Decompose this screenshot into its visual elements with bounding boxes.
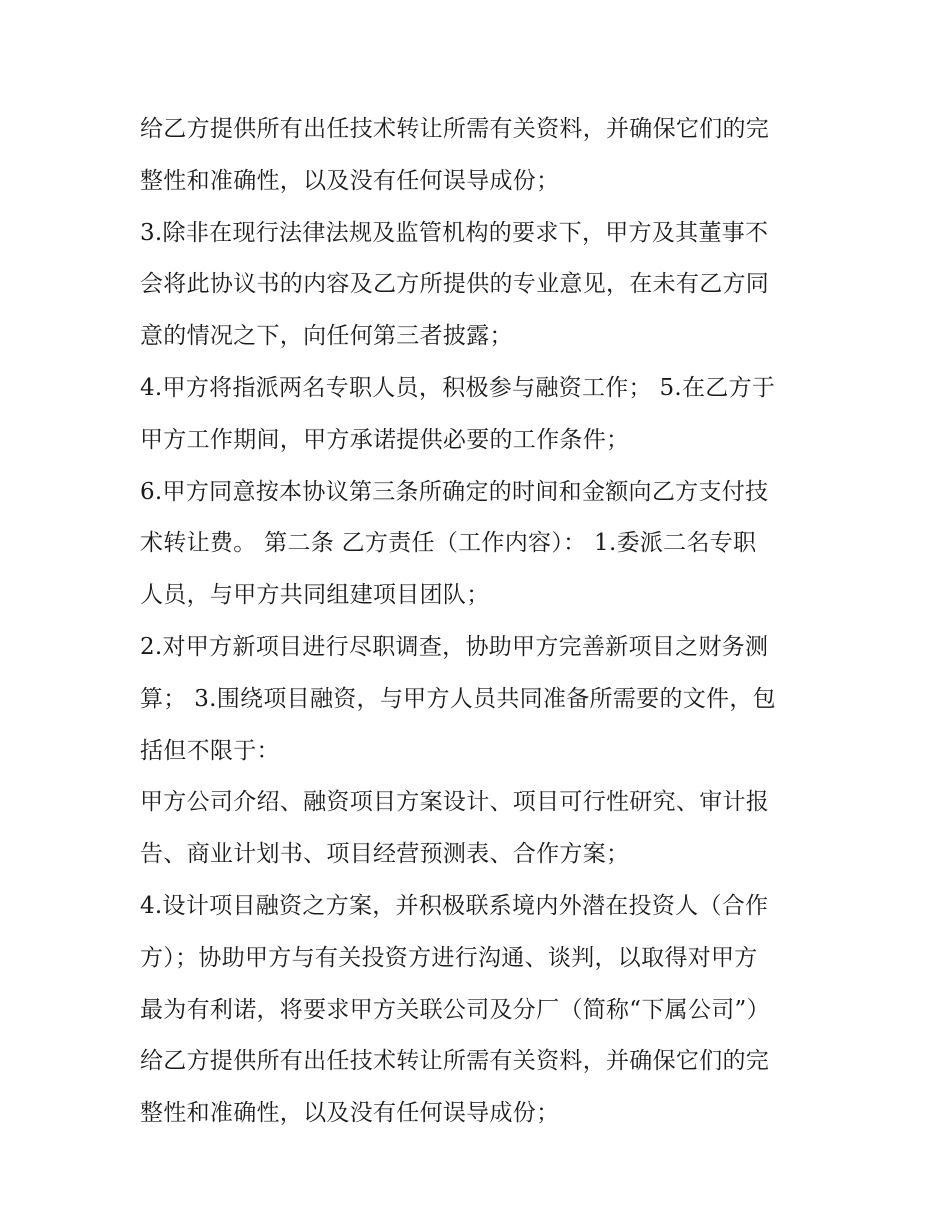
text-line: 意的情况之下，向任何第三者披露；	[140, 323, 513, 350]
text-line: 甲方公司介绍、融资项目方案设计、项目可行性研究、审计报	[140, 789, 770, 816]
document-body	[140, 104, 815, 1140]
text-line: 给乙方提供所有出任技术转让所需有关资料，并确保它们的完	[140, 1048, 770, 1075]
text-line: 4.设计项目融资之方案，并积极联系境内外潜在投资人（合作	[140, 892, 769, 919]
text-line: 4.甲方将指派两名专职人员，积极参与融资工作； 5.在乙方于	[140, 374, 776, 401]
text-line: 会将此协议书的内容及乙方所提供的专业意见，在未有乙方同	[140, 271, 770, 298]
text-line: 告、商业计划书、项目经营预测表、合作方案；	[140, 841, 630, 868]
text-line: 2.对甲方新项目进行尽职调查，协助甲方完善新项目之财务测	[140, 633, 769, 660]
text-line: 给乙方提供所有出任技术转让所需有关资料，并确保它们的完	[140, 116, 770, 142]
text-line: 整性和准确性，以及没有任何误导成份；	[140, 167, 560, 194]
text-line: 甲方工作期间，甲方承诺提供必要的工作条件；	[140, 426, 630, 453]
text-line: 3.除非在现行法律法规及监管机构的要求下，甲方及其董事不	[140, 219, 769, 246]
text-line: 术转让费。 第二条 乙方责任（工作内容）： 1.委派二名专职	[140, 530, 757, 557]
text-line: 算； 3.围绕项目融资，与甲方人员共同准备所需要的文件，包	[140, 685, 776, 712]
text-line: 括但不限于：	[140, 737, 280, 764]
text-line: 最为有利诺，将要求甲方关联公司及分厂（简称“下属公司”）	[140, 996, 770, 1023]
text-line: 整性和准确性，以及没有任何误导成份；	[140, 1100, 560, 1127]
text-line: 6.甲方同意按本协议第三条所确定的时间和金额向乙方支付技	[140, 478, 769, 505]
text-line: 人员，与甲方共同组建项目团队；	[140, 582, 490, 609]
text-line: 方）；协助甲方与有关投资方进行沟通、谈判，以取得对甲方	[140, 944, 758, 971]
